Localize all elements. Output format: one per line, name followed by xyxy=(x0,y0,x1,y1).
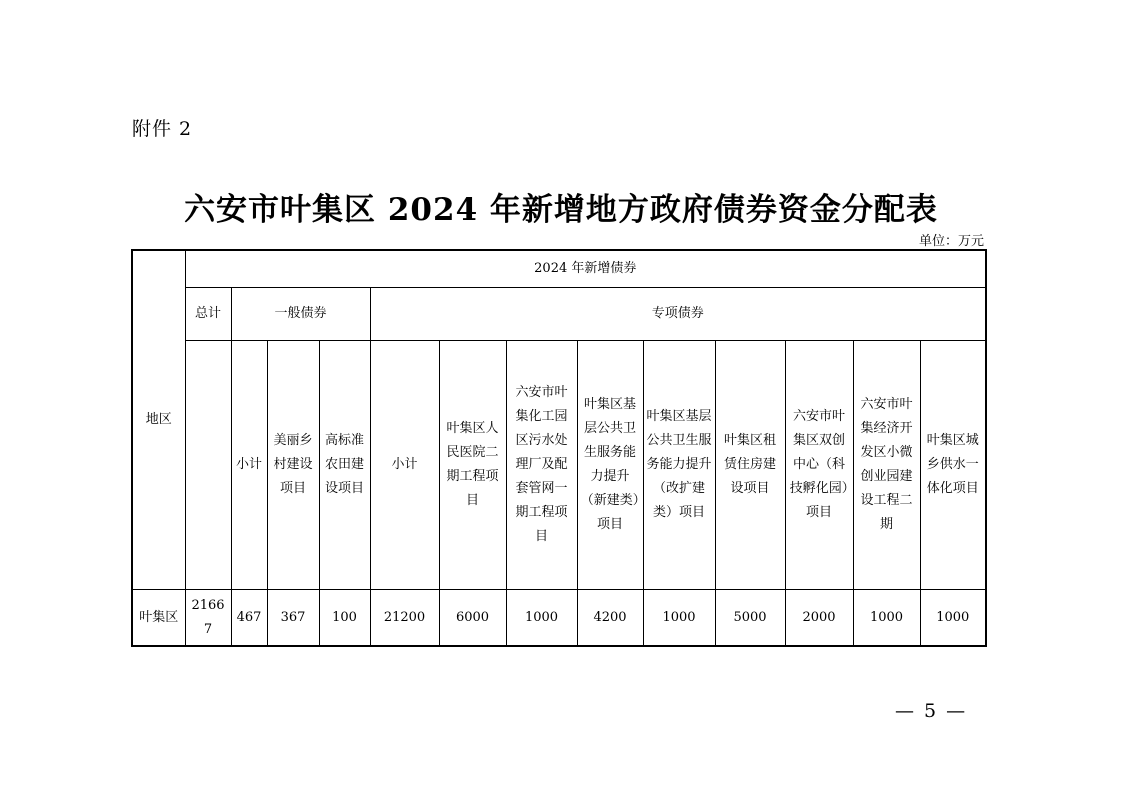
special-bond-header: 专项债券 xyxy=(370,288,986,341)
column-header: 六安市叶集区双创中心（科技孵化园）项目 xyxy=(785,341,853,590)
value-cell: 6000 xyxy=(439,590,506,647)
column-header: 高标准农田建设项目 xyxy=(319,341,370,590)
column-header: 叶集区租赁住房建设项目 xyxy=(715,341,785,590)
value-cell: 1000 xyxy=(506,590,577,647)
allocation-table xyxy=(131,249,987,647)
column-header: 叶集区城乡供水一体化项目 xyxy=(920,341,986,590)
value-cell: 1000 xyxy=(853,590,920,647)
value-cell: 21667 xyxy=(185,590,231,647)
value-cell: 5000 xyxy=(715,590,785,647)
region-header: 地区 xyxy=(132,250,185,590)
column-header: 叶集区基层公共卫生服务能力提升（新建类）项目 xyxy=(577,341,643,590)
attachment-label: 附件 2 xyxy=(132,118,193,140)
general-bond-header: 一般债券 xyxy=(231,288,370,341)
column-header: 六安市叶集经济开发区小微创业园建设工程二期 xyxy=(853,341,920,590)
document-title: 六安市叶集区 2024 年新增地方政府债券资金分配表 xyxy=(184,192,938,228)
column-header: 叶集区人民医院二期工程项目 xyxy=(439,341,506,590)
total-header: 总计 xyxy=(185,288,231,341)
value-cell: 2000 xyxy=(785,590,853,647)
column-header: 叶集区基层公共卫生服务能力提升（改扩建类）项目 xyxy=(643,341,715,590)
column-header: 美丽乡村建设项目 xyxy=(267,341,319,590)
value-cell: 467 xyxy=(231,590,267,647)
column-header: 六安市叶集化工园区污水处理厂及配套管网一期工程项目 xyxy=(506,341,577,590)
value-cell: 367 xyxy=(267,590,319,647)
value-cell: 1000 xyxy=(920,590,986,647)
region-cell: 叶集区 xyxy=(132,590,185,647)
page-number: — 5 — xyxy=(895,700,968,722)
value-cell: 4200 xyxy=(577,590,643,647)
total-header-spacer xyxy=(185,341,231,590)
bond-group-header: 2024 年新增债券 xyxy=(185,250,986,288)
value-cell: 100 xyxy=(319,590,370,647)
table-row xyxy=(132,590,986,647)
value-cell: 1000 xyxy=(643,590,715,647)
unit-label: 单位：万元 xyxy=(918,234,984,249)
column-header: 小计 xyxy=(231,341,267,590)
column-header: 小计 xyxy=(370,341,439,590)
value-cell: 21200 xyxy=(370,590,439,647)
